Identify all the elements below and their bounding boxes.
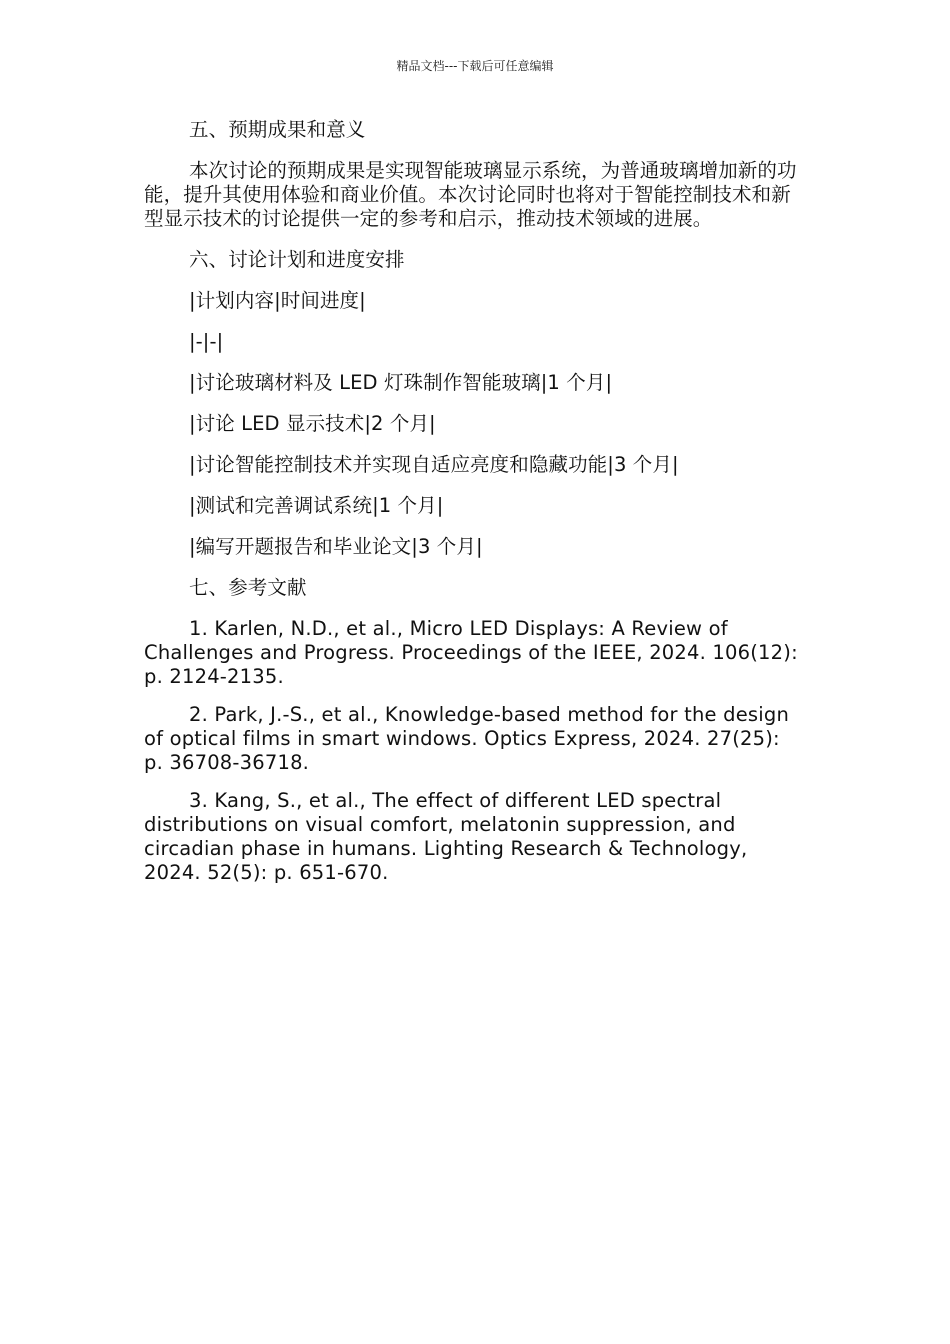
section-heading-references: 七、参考文献: [189, 576, 307, 599]
expected-results-paragraph: 本次讨论的预期成果是实现智能玻璃显示系统，为普通玻璃增加新的功能，提升其使用体验和商业价值。本次讨论同时也将对于智能控制技术和新型显示技术的讨论提供一定的参考和启示，推动技术领域的进展。: [144, 159, 797, 230]
section-heading-plan-schedule: 六、讨论计划和进度安排: [189, 248, 405, 271]
reference-item: 1. Karlen, N.D., et al., Micro LED Displays: A Review of Challenges and Progress. Proceedings of the IEEE, 2024. 106(12): p. 2124-2135.: [144, 617, 798, 688]
schedule-table-row: |讨论玻璃材料及 LED 灯珠制作智能玻璃|1 个月|: [189, 371, 613, 394]
schedule-table-separator: |-|-|: [189, 330, 224, 353]
schedule-table-row: |测试和完善调试系统|1 个月|: [189, 494, 444, 517]
page-header: 精品文档---下载后可任意编辑: [396, 59, 554, 73]
section-heading-expected-results: 五、预期成果和意义: [189, 118, 366, 141]
schedule-table-header: |计划内容|时间进度|: [189, 289, 366, 312]
schedule-table-row: |编写开题报告和毕业论文|3 个月|: [189, 535, 483, 558]
reference-item: 2. Park, J.-S., et al., Knowledge-based method for the design of optical films in smart windows. Optics Express, 2024. 27(25): p. 36708-36718.: [144, 703, 789, 774]
schedule-table-row: |讨论智能控制技术并实现自适应亮度和隐藏功能|3 个月|: [189, 453, 679, 476]
document-body: [144, 118, 804, 899]
schedule-table-row: |讨论 LED 显示技术|2 个月|: [189, 412, 436, 435]
reference-item: 3. Kang, S., et al., The effect of different LED spectral distributions on visual comfort, melatonin suppression, and circadian phase in humans. Lighting Research & Technology, 2024. 52(5): p. 651-670.: [144, 789, 748, 884]
